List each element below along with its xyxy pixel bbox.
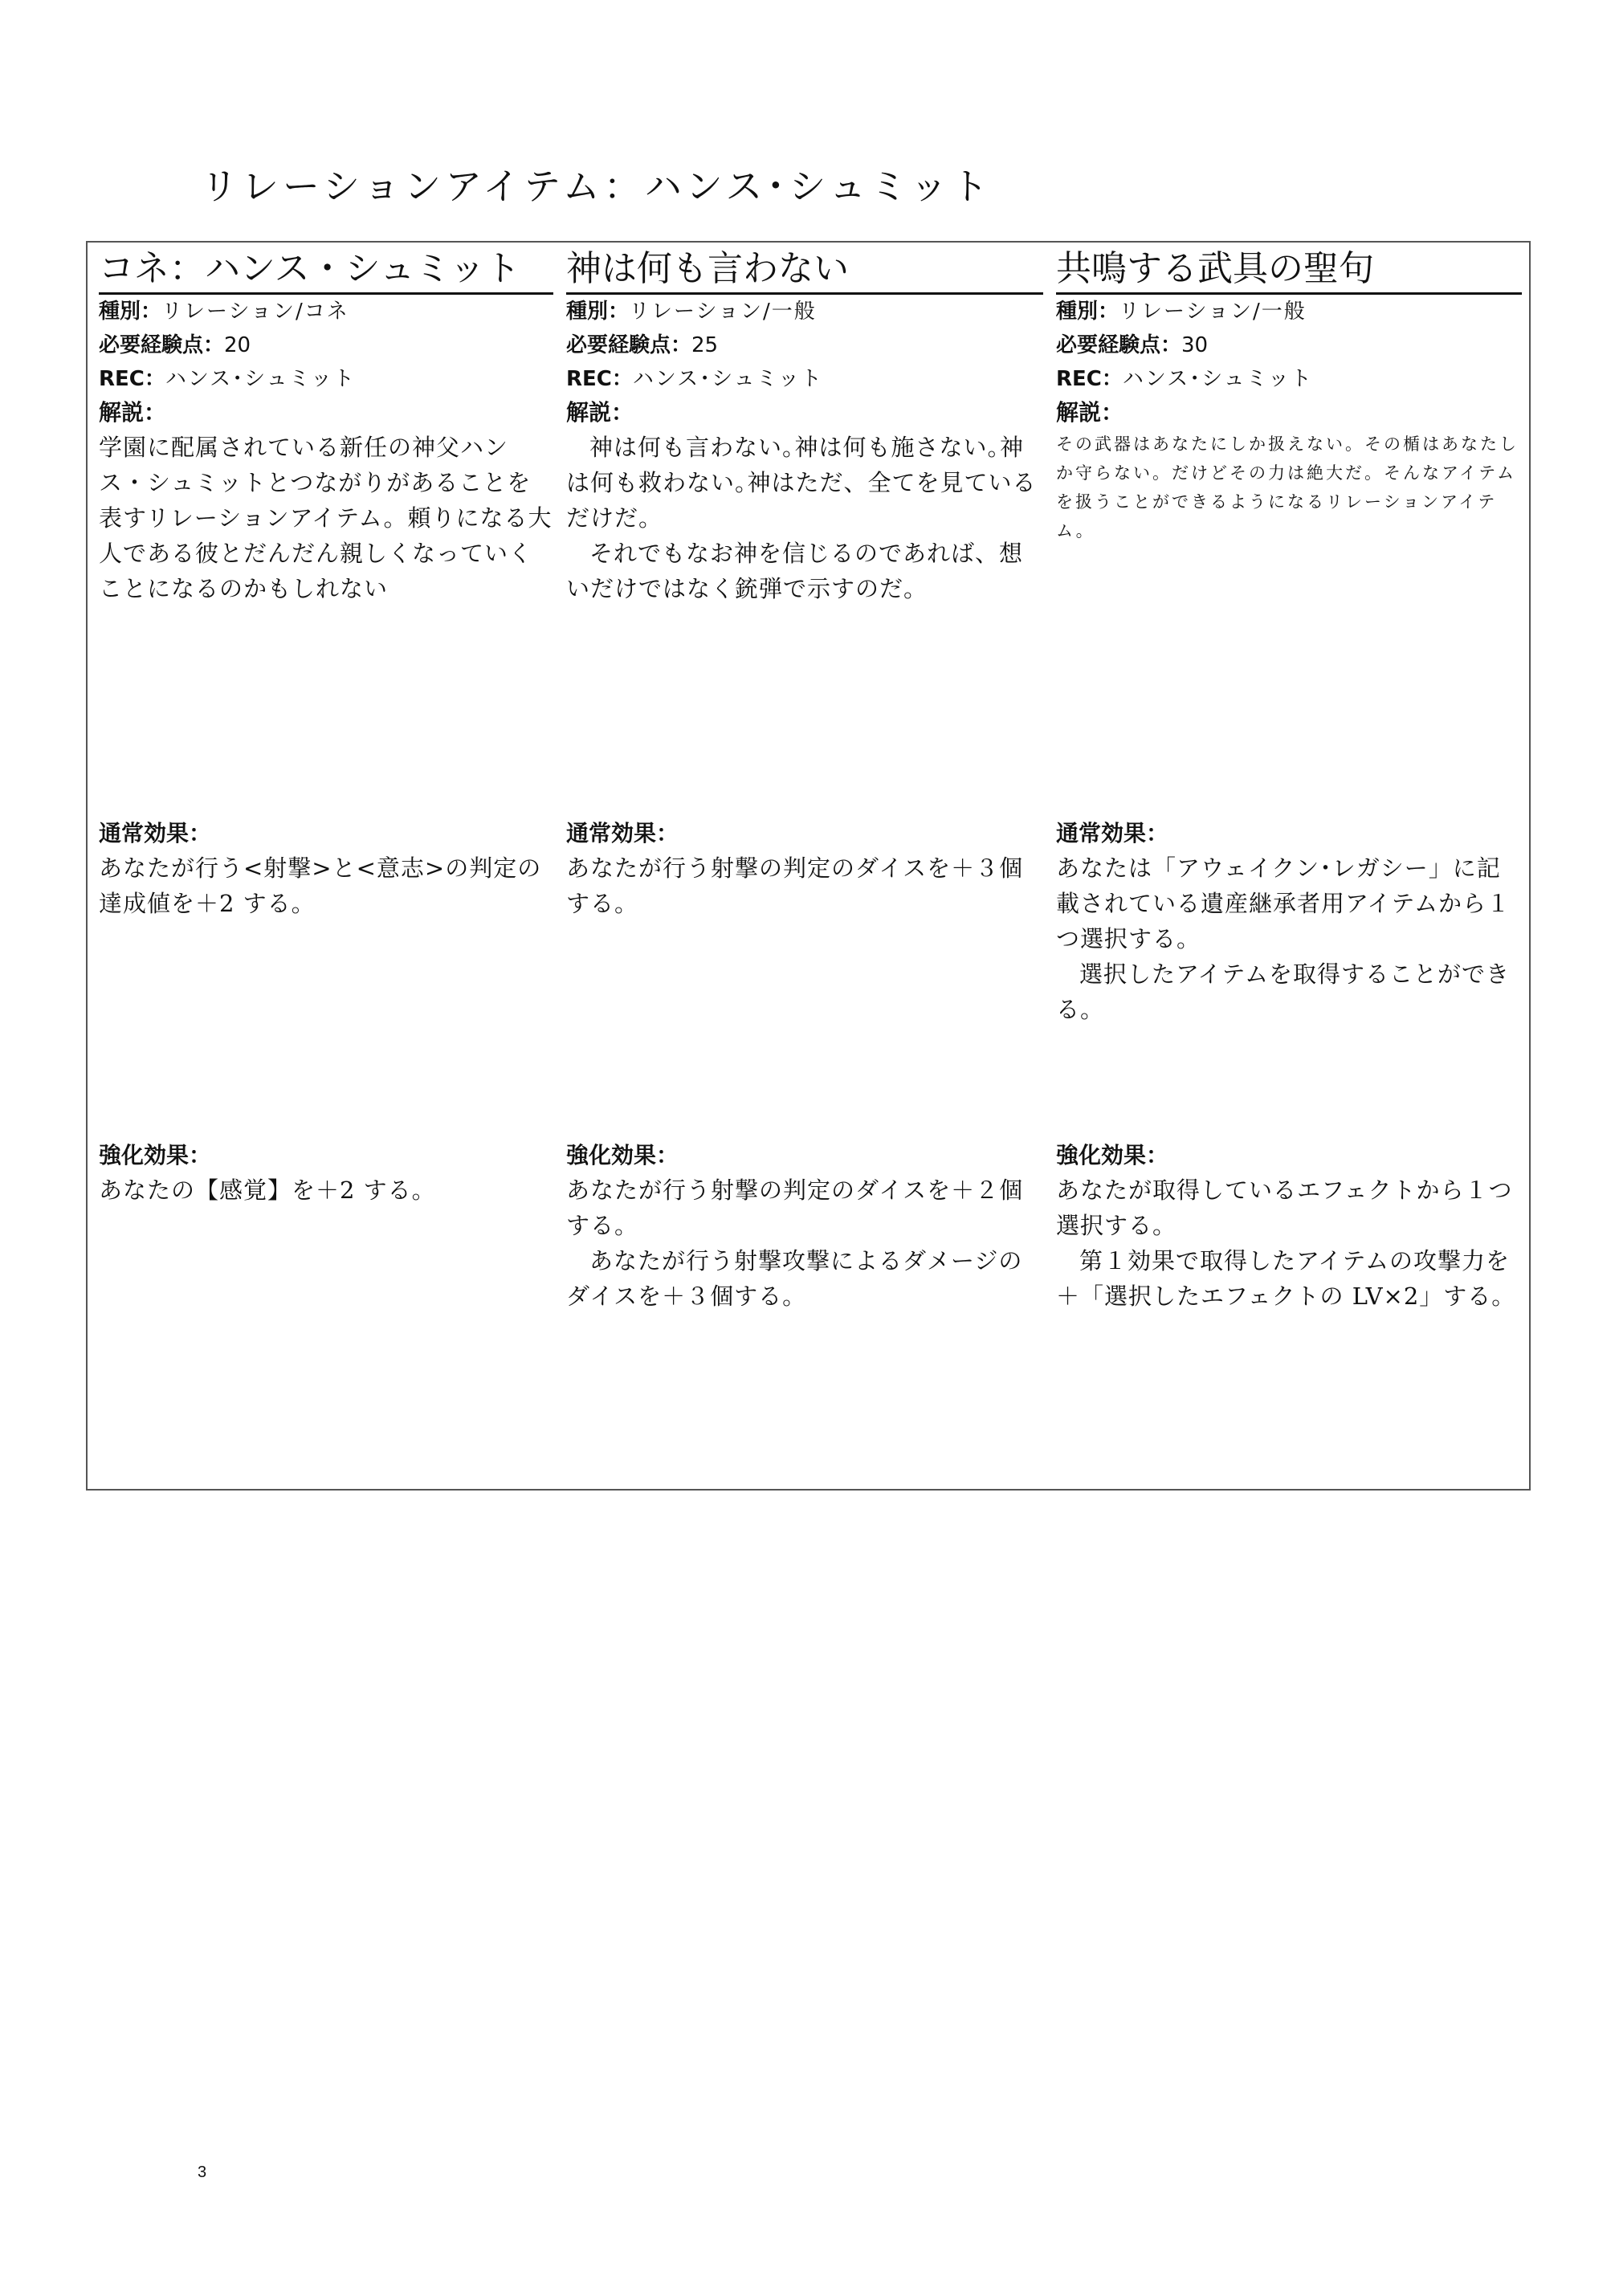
enhanced-effect-paragraph: あなたが行う射撃の判定のダイスを＋２個する。 xyxy=(566,1177,1024,1239)
normal-effect-section xyxy=(99,817,553,921)
description-paragraph: その武器はあなたにしか扱えない。その楯はあなたしか守らない。だけどその力は絶大だ。そんなアイテムを扱うことができるようになるリレーションアイテム。 xyxy=(1056,434,1519,540)
description-label: 解説： xyxy=(99,399,167,426)
enhanced-effect-paragraph: 第１効果で取得したアイテムの攻撃力を＋「選択したエフェクトの LV×2」する。 xyxy=(1056,1247,1516,1310)
exp-value: 20 xyxy=(224,333,251,357)
enhanced-effect-section xyxy=(566,1139,1043,1314)
description-text xyxy=(566,430,1043,606)
description-paragraph: それでもなお神を信じるのであれば、想いだけではなく銃弾で示すのだ。 xyxy=(566,540,1024,602)
enhanced-effect-paragraph: あなたが取得しているエフェクトから１つ選択する。 xyxy=(1056,1177,1513,1239)
description-label: 解説： xyxy=(1056,399,1124,426)
exp-label: 必要経験点： xyxy=(566,333,692,357)
normal-effect-label: 通常効果： xyxy=(1056,820,1169,846)
item-name: 共鳴する武具の聖句 xyxy=(1056,246,1522,295)
normal-effect-paragraph: あなたは「アウェイクン･レガシー」に記載されている遺産継承者用アイテムから１つ選択する。 xyxy=(1056,854,1511,952)
item-card-1 xyxy=(99,243,553,1489)
item-card-3 xyxy=(1056,243,1522,1489)
enhanced-effect-paragraph: あなたが行う射撃攻撃によるダメージのダイスを＋３個する。 xyxy=(566,1247,1023,1310)
item-type-row xyxy=(99,295,553,328)
description-text xyxy=(1056,430,1522,545)
description-label: 解説： xyxy=(566,399,634,426)
type-label: 種別： xyxy=(1056,300,1119,324)
description-paragraph: 学園に配属されている新任の神父ハンス・シュミットとつながりがあることを表すリレーションアイテム。頼りになる大人である彼とだんだん親しくなっていくことになるのかもしれない xyxy=(99,434,553,602)
item-exp-row xyxy=(99,328,553,362)
exp-value: 30 xyxy=(1181,333,1209,357)
enhanced-effect-paragraph: あなたの【感覚】を＋2 する。 xyxy=(99,1177,436,1204)
enhanced-effect-label: 強化効果： xyxy=(99,1142,212,1168)
page-number: 3 xyxy=(198,2163,207,2181)
type-label: 種別： xyxy=(566,300,630,324)
item-table xyxy=(86,241,1531,1491)
type-value: リレーション/コネ xyxy=(161,300,349,324)
normal-effect-text xyxy=(566,850,1043,921)
rec-value: ハンス･シュミット xyxy=(632,367,824,391)
rec-value: ハンス･シュミット xyxy=(1122,367,1314,391)
rec-value: ハンス･シュミット xyxy=(165,367,357,391)
description-text xyxy=(99,430,553,606)
normal-effect-text xyxy=(99,850,553,921)
type-value: リレーション/一般 xyxy=(1119,300,1307,324)
normal-effect-section xyxy=(1056,817,1522,1027)
normal-effect-label: 通常効果： xyxy=(99,820,212,846)
exp-label: 必要経験点： xyxy=(1056,333,1182,357)
item-rec-row xyxy=(99,362,553,396)
enhanced-effect-label: 強化効果： xyxy=(566,1142,679,1168)
item-card-2 xyxy=(566,243,1043,1489)
enhanced-effect-section xyxy=(1056,1139,1522,1314)
item-rec-row xyxy=(566,362,1043,396)
normal-effect-label: 通常効果： xyxy=(566,820,679,846)
rec-label: REC： xyxy=(99,367,165,391)
item-type-row xyxy=(1056,295,1522,328)
rec-label: REC： xyxy=(566,367,633,391)
item-rec-row xyxy=(1056,362,1522,396)
enhanced-effect-text xyxy=(1056,1172,1522,1314)
item-type-row xyxy=(566,295,1043,328)
item-exp-row xyxy=(1056,328,1522,362)
page-title: リレーションアイテム：ハンス･シュミット xyxy=(201,165,993,208)
exp-label: 必要経験点： xyxy=(99,333,225,357)
rec-label: REC： xyxy=(1056,367,1123,391)
type-value: リレーション/一般 xyxy=(629,300,817,324)
item-name: コネ：ハンス・シュミット xyxy=(99,246,553,295)
exp-value: 25 xyxy=(691,333,719,357)
item-name: 神は何も言わない xyxy=(566,246,1043,295)
normal-effect-section xyxy=(566,817,1043,921)
normal-effect-paragraph: あなたが行う<射撃>と<意志>の判定の達成値を＋2 する。 xyxy=(99,854,542,917)
description-paragraph: 神は何も言わない｡神は何も施さない｡神は何も救わない｡神はただ、全てを見ているだけだ。 xyxy=(566,434,1037,532)
enhanced-effect-label: 強化効果： xyxy=(1056,1142,1169,1168)
type-label: 種別： xyxy=(99,300,162,324)
enhanced-effect-section xyxy=(99,1139,553,1208)
normal-effect-paragraph: あなたが行う射撃の判定のダイスを＋３個する。 xyxy=(566,854,1024,917)
item-exp-row xyxy=(566,328,1043,362)
enhanced-effect-text xyxy=(566,1172,1043,1314)
normal-effect-paragraph: 選択したアイテムを取得することができる。 xyxy=(1056,960,1510,1023)
enhanced-effect-text xyxy=(99,1172,553,1208)
normal-effect-text xyxy=(1056,850,1522,1027)
